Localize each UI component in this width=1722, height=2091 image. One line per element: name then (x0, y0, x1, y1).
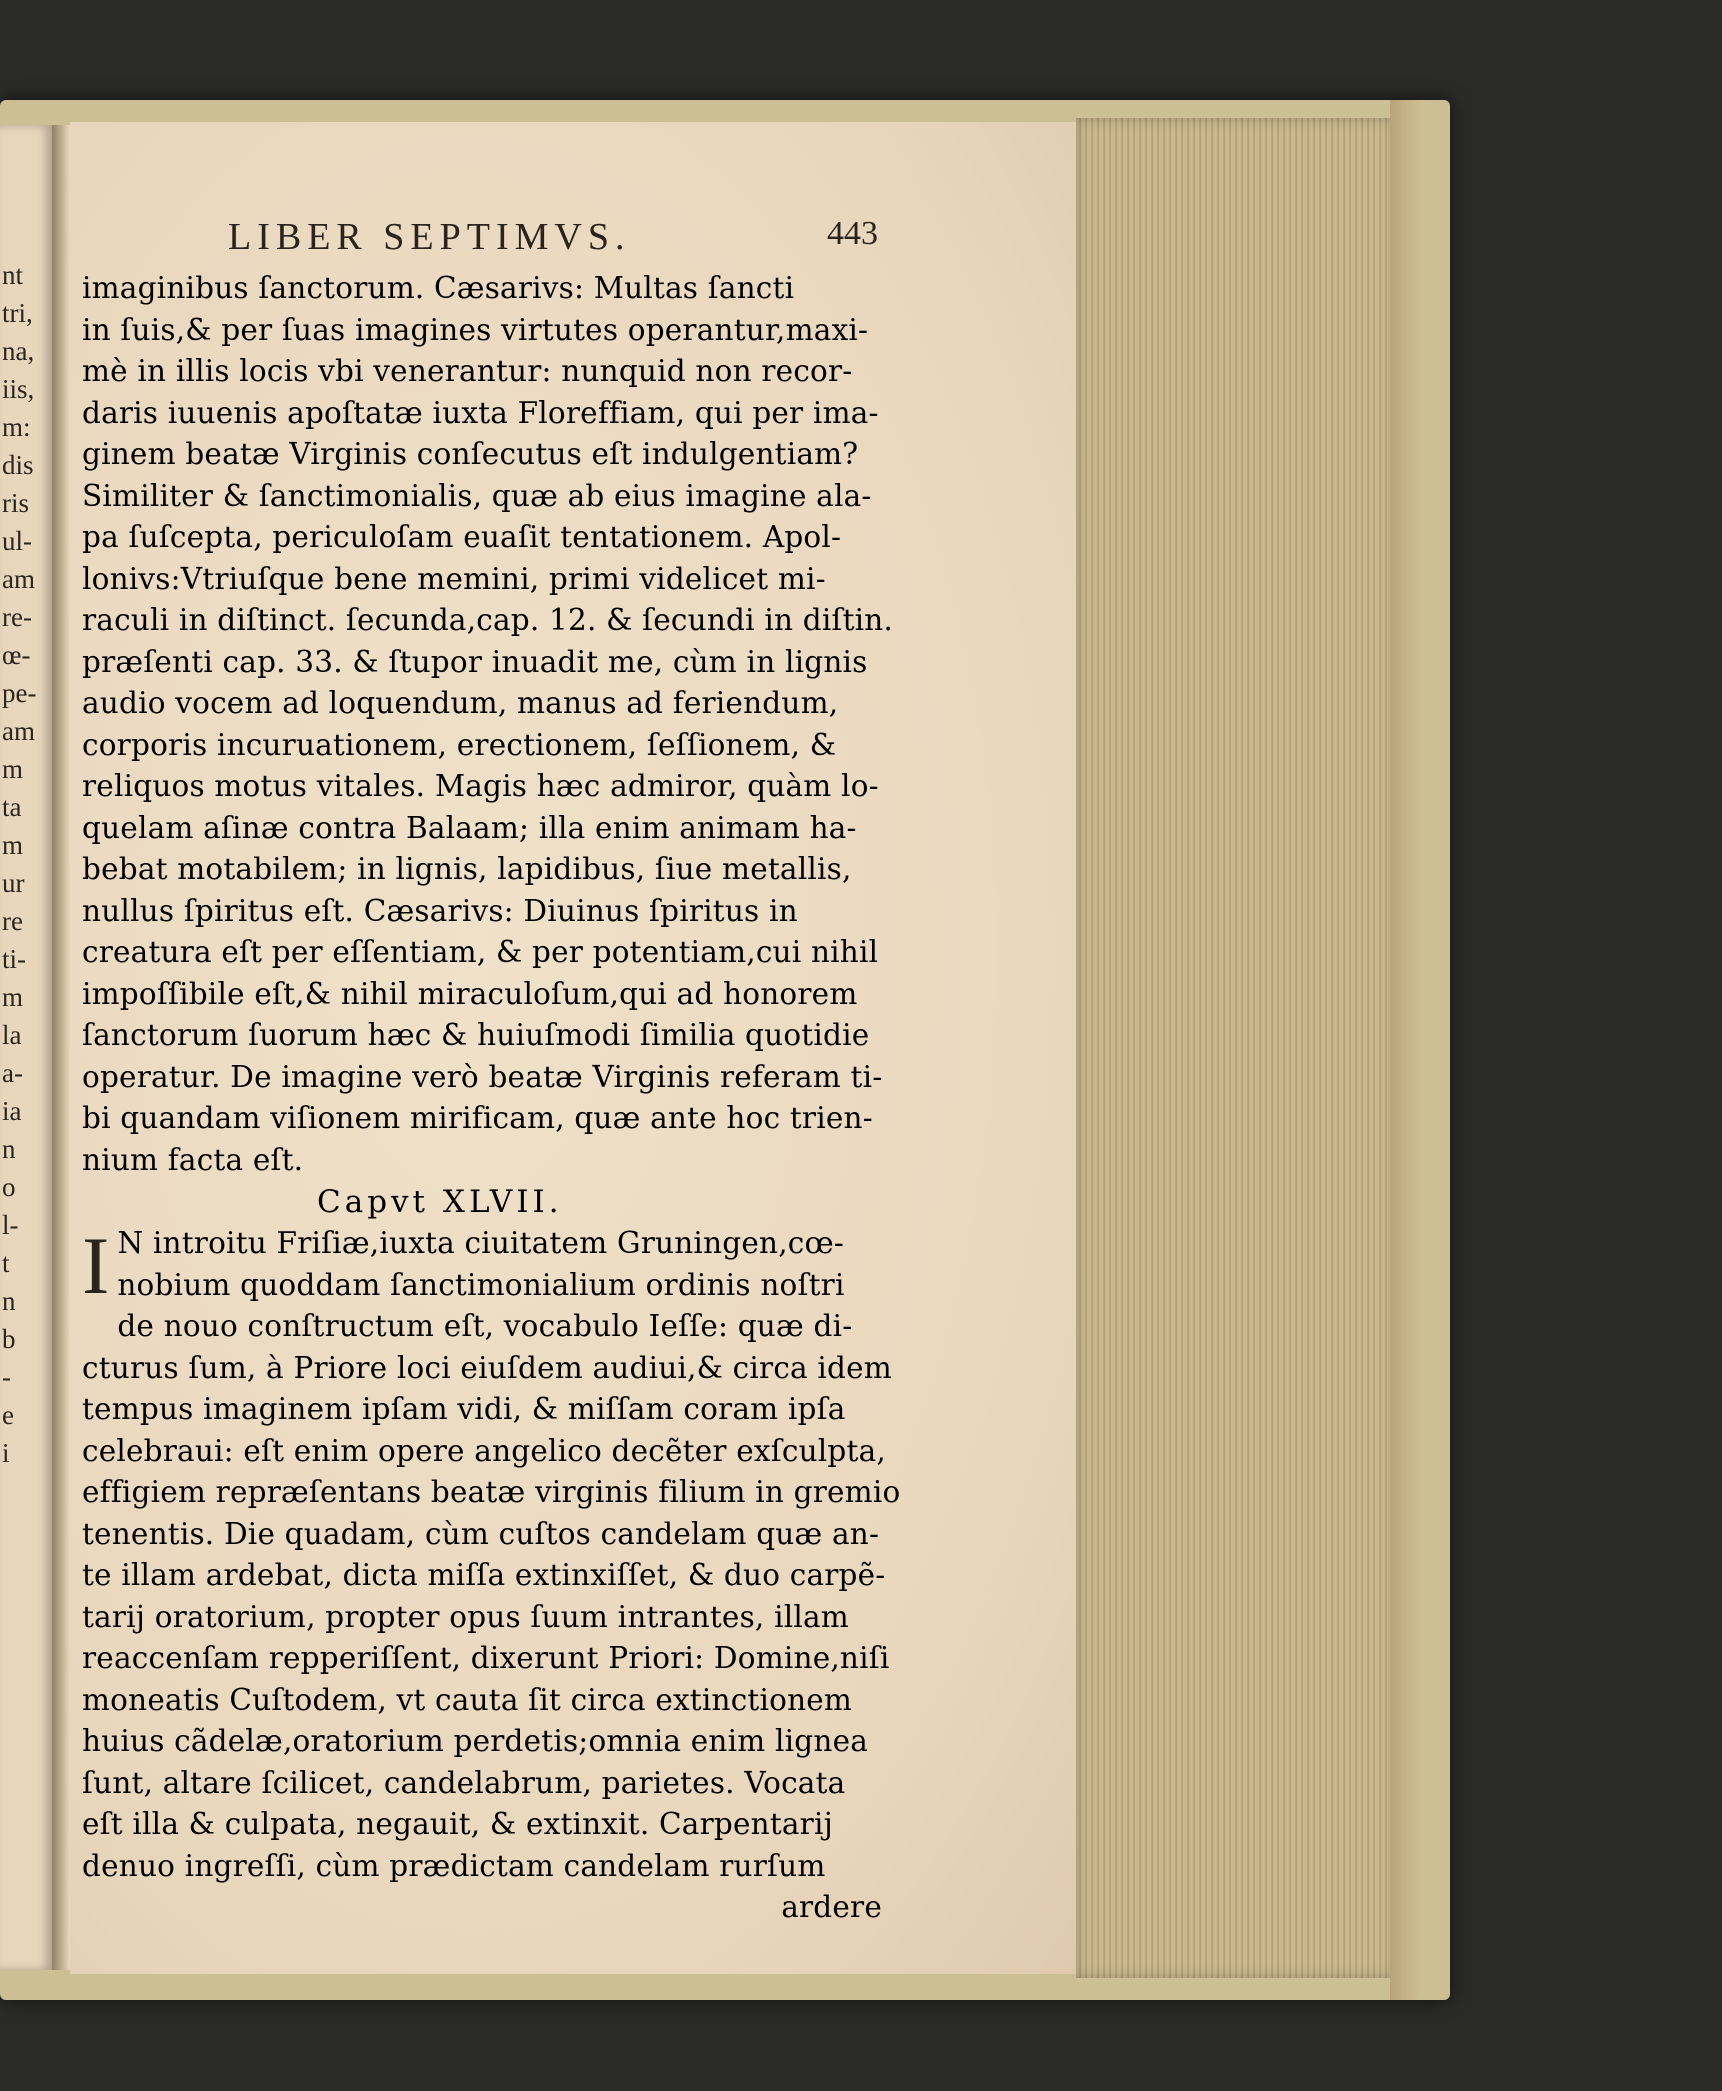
catchword: ardere (781, 1890, 882, 1924)
left-page-fragment: o (2, 1172, 16, 1202)
left-page-fragment: e (2, 1400, 14, 1430)
text-line: bebat motabilem; in lignis, lapidibus, ſiue metallis, (82, 852, 852, 886)
book-gutter (52, 125, 70, 1970)
left-page-fragment: b (2, 1324, 16, 1354)
page-edges (1076, 118, 1394, 1978)
left-page-fragment: nt (2, 260, 24, 290)
left-page-fragment: i (2, 1438, 10, 1468)
text-line: tempus imaginem ipſam vidi, & miſſam coram ipſa (82, 1392, 846, 1426)
left-page-fragment: ris (2, 488, 29, 518)
text-line: impoſſibile eſt,& nihil miraculoſum,qui ad honorem (82, 976, 858, 1011)
left-page-fragment: iis, (2, 374, 35, 404)
text-line: ginem beatæ Virginis conſecutus eſt indulgentiam? (82, 437, 859, 471)
left-page-fragment: n (2, 1134, 16, 1164)
text-line: creatura eſt per eſſentiam, & per potentiam,cui nihil (82, 935, 879, 969)
text-line: eſt illa & culpata, negauit, & extinxit. Carpentarij (82, 1807, 833, 1841)
left-page-fragment: m: (2, 412, 31, 442)
text-before-chapter (82, 268, 894, 1181)
text-line: quelam aſinæ contra Balaam; illa enim animam ha- (82, 810, 857, 845)
left-page-fragment: - (2, 1362, 11, 1392)
text-line: nullus ſpiritus eſt. Cæsarivs: Diuinus ſpiritus in (82, 893, 798, 928)
left-page-fragment: ia (2, 1096, 22, 1126)
chapter-heading: Capvt XLVII. (317, 1184, 563, 1220)
left-page-fragment: m (2, 830, 24, 860)
text-line: N introitu Friſiæ,iuxta ciuitatem Gruningen,cœ- (117, 1226, 845, 1260)
left-page-fragment: n (2, 1286, 16, 1316)
text-line: in ſuis,& per ſuas imagines virtutes operantur,maxi- (82, 312, 869, 347)
text-line: huius cãdelæ,oratorium perdetis;omnia enim lignea (82, 1724, 869, 1758)
text-line: celebraui: eſt enim opere angelico decẽter exſculpta, (82, 1433, 886, 1468)
left-page-fragment: pe- (2, 678, 37, 708)
left-page-fragment: l- (2, 1210, 19, 1240)
text-line: moneatis Cuſtodem, vt cauta ſit circa extinctionem (82, 1682, 853, 1717)
left-page-fragment: na, (2, 336, 35, 366)
left-page-fragment: œ- (2, 640, 31, 670)
left-page-fragment: dis (2, 450, 34, 480)
text-line: raculi in diſtinct. ſecunda,cap. 12. & ſecundi in diſtin. (82, 603, 894, 637)
text-line: bi quandam viſionem mirificam, quæ ante hoc trien- (82, 1101, 873, 1135)
text-line: pa ſuſcepta, periculoſam euaſit tentationem. Apol- (82, 520, 842, 554)
text-line: tarij oratorium, propter opus ſuum intrantes, illam (82, 1599, 849, 1634)
left-page-fragment: tri, (2, 298, 33, 328)
page-header (228, 215, 878, 261)
left-page-fragment: am (2, 564, 35, 594)
left-page-fragment: la (2, 1020, 22, 1050)
drop-cap: I (82, 1220, 110, 1311)
left-page-fragment: ul- (2, 526, 32, 556)
left-page-fragment: re (2, 906, 23, 936)
text-line: lonivs:Vtriuſque bene memini, primi videlicet mi- (82, 561, 826, 596)
text-line: ſanctorum ſuorum hæc & huiuſmodi ſimilia quotidie (82, 1018, 870, 1052)
left-page-fragment: t (2, 1248, 10, 1278)
page-body (82, 268, 901, 1929)
text-line: reliquos motus vitales. Magis hæc admiror, quàm lo- (82, 769, 879, 803)
left-page-fragment: m (2, 982, 24, 1012)
text-line: corporis incuruationem, erectionem, ſeſſionem, & (82, 727, 837, 762)
left-page-fragment: am (2, 716, 35, 746)
text-line: reaccenſam repperiſſent, dixerunt Priori: Domine,niſi (82, 1641, 890, 1675)
chapter-text (82, 1220, 901, 1887)
text-line: effigiem repræſentans beatæ virginis filium in gremio (82, 1475, 901, 1509)
text-line: nobium quoddam ſanctimonialium ordinis noſtri (117, 1267, 845, 1302)
text-line: ſunt, altare ſcilicet, candelabrum, parietes. Vocata (82, 1765, 846, 1800)
text-line: imaginibus ſanctorum. Cæsarivs: Multas ſancti (82, 271, 795, 305)
left-page-fragment: ta (2, 792, 22, 822)
text-line: te illam ardebat, dicta miſſa extinxiſſet, & duo carpẽ- (82, 1558, 886, 1592)
left-page-fragment: a- (2, 1058, 23, 1088)
text-line: daris iuuenis apoſtatæ iuxta Floreffiam, qui per ima- (82, 395, 879, 430)
text-line: Similiter & ſanctimonialis, quæ ab eius imagine ala- (82, 478, 872, 513)
text-line: de nouo conſtructum eſt, vocabulo Ieſſe: quæ di- (117, 1309, 853, 1343)
text-line: nium facta eſt. (82, 1142, 304, 1177)
left-page-fragment: re- (2, 602, 32, 632)
text-line: operatur. De imagine verò beatæ Virginis referam ti- (82, 1059, 883, 1094)
left-page-fragment: ur (2, 868, 25, 898)
running-title: LIBER SEPTIMVS. (228, 216, 631, 258)
text-line: cturus ſum, à Priore loci eiuſdem audiui,& circa idem (82, 1350, 892, 1385)
left-page-fragment: m (2, 754, 24, 784)
text-line: denuo ingreſſi, cùm prædictam candelam rurſum (82, 1848, 826, 1883)
left-page-fragment: ti- (2, 944, 26, 974)
left-page-edge (0, 125, 52, 1970)
text-line: tenentis. Die quadam, cùm cuſtos candelam quæ an- (82, 1516, 880, 1551)
text-line: præſenti cap. 33. & ſtupor inuadit me, cùm in lignis (82, 644, 868, 679)
text-line: audio vocem ad loquendum, manus ad feriendum, (82, 686, 839, 720)
page-number: 443 (827, 215, 878, 252)
text-line: mè in illis locis vbi venerantur: nunquid non recor- (82, 354, 853, 388)
